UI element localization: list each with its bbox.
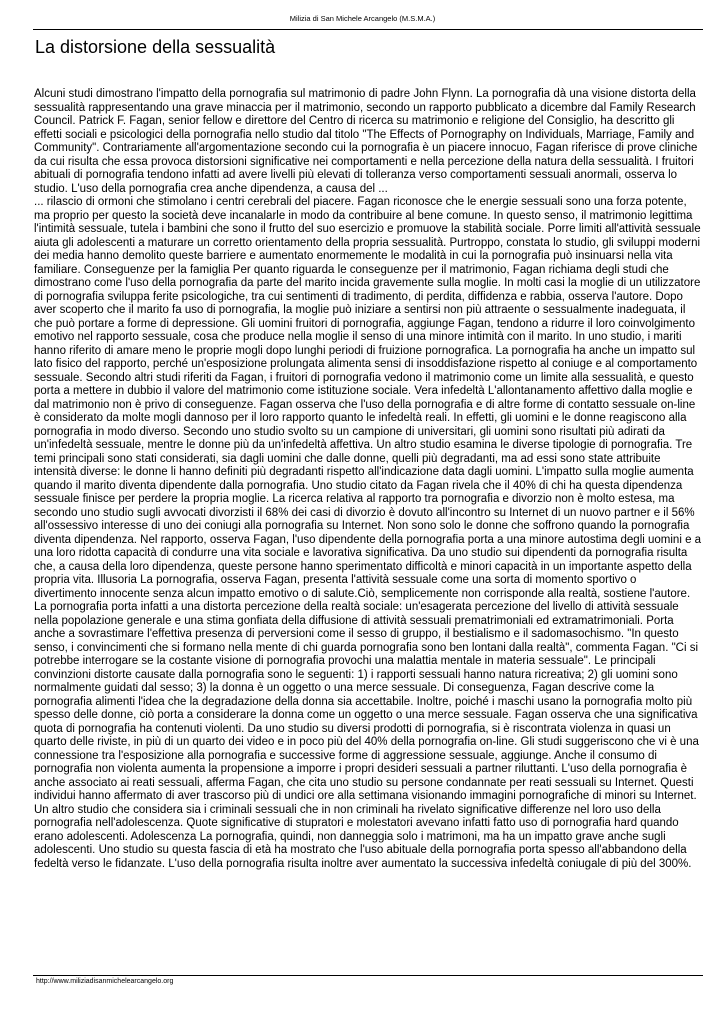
intro-paragraph: Alcuni studi dimostrano l'impatto della pornografia sul matrimonio di padre John Flynn. La pornografia dà una visione distorta della sessualità rappresentando una grave minaccia per il matrimonio, secondo un rapporto pubblicato a dicembre dal Family Research Council. Patrick F. Fagan, senior fellow e direttore del Centro di ricerca su matrimonio e religione del Consiglio, ha descritto gli effetti sociali e psicologici della pornografia nello studio dal titolo "The Effects of Pornography on Individuals, Marriage, Family and Community". Contrariamente all'argomentazione secondo cui la pornografia è un piacere innocuo, Fagan riferisce di prove cliniche da cui risulta che essa provoca distorsioni significative nei comportamenti e nella percezione della natura della sessualità. I fruitori abituali di pornografia tendono infatti ad avere livelli più elevati di tolleranza verso comportamenti sessuali anormali, osserva lo studio. L'uso della pornografia crea anche dipendenza, a causa del ... xyxy=(34,88,698,195)
main-paragraph: ... rilascio di ormoni che stimolano i centri cerebrali del piacere. Fagan riconosce che le energie sessuali sono una forza potente, ma proprio per questo la società deve incanalarle in modo da contribuire al bene comune. In questo senso, il matrimonio legittima l'intimità sessuale, tutela i bambini che sono il frutto del suo esercizio e promuove la stabilità sociale. Porre limiti all'attività sessuale aiuta gli adolescenti a maturare un corretto orientamento della propria sessualità. Purtroppo, constata lo studio, gli sviluppi moderni dei media hanno demolito queste barriere e aumentato enormemente le modalità in cui la pornografia può insinuarsi nella vita familiare. Conseguenze per la famiglia Per quanto riguarda le conseguenze per il matrimonio, Fagan richiama degli studi che dimostrano come l'uso della pornografia da parte del marito incida gravemente sulla moglie. In molti casi la moglie di un utilizzatore di pornografia sviluppa ferite psicologiche, tra cui sentimenti di tradimento, di perdita, diffidenza e rabbia, osserva l'autore. Dopo aver scoperto che il marito fa uso di pornografia, la moglie può iniziare a sentirsi non più attraente o sessualmente inadeguata, il che può portare a forme di depressione. Gli uomini fruitori di pornografia, aggiunge Fagan, tendono a ridurre il loro coinvolgimento emotivo nel rapporto sessuale, cosa che produce nella moglie il senso di una minore intimità con il marito. In uno studio, i mariti hanno riferito di amare meno le proprie mogli dopo lunghi periodi di fruizione pornografica. La pornografia ha anche un impatto sul lato fisico del rapporto, perché un'esposizione prolungata alimenta sensi di insoddisfazione rispetto al coniuge e al comportamento sessuale. Secondo altri studi riferiti da Fagan, i fruitori di pornografia vedono il matrimonio come un limite alla sessualità, e questo porta a mettere in dubbio il valore del matrimonio come istituzione sociale. Vera infedeltà L'allontanamento affettivo dalla moglie e dal matrimonio non è privo di conseguenze. Fagan osserva che l'uso della pornografia e di altre forme di contatto sessuale on-line è considerato da molte mogli dannoso per il loro rapporto quanto le infedeltà reali. In effetti, gli uomini e le donne reagiscono alla pornografia in modo diverso. Secondo uno studio svolto su un campione di universitari, gli uomini sono risultati più adirati da un'infedeltà sessuale, mentre le donne più da un'infedeltà affettiva. Un altro studio esamina le diverse tipologie di pornografia. Tre temi principali sono stati considerati, sia dagli uomini che dalle donne, quelli più degradanti, ma ad essi sono state attribuite intensità diverse: le donne li hanno definiti più degradanti rispetto all'indicazione data dagli uomini. L'impatto sulla moglie aumenta quando il marito diventa dipendente dalla pornografia. Uno studio citato da Fagan rivela che il 40% di chi ha questa dipendenza sessuale finisce per perdere la propria moglie. La ricerca relativa al rapporto tra pornografia e divorzio non è molto estesa, ma secondo uno studio sugli avvocati divorzisti il 68% dei casi di divorzio è dovuto all'incontro su Internet di un nuovo partner e il 56% all'ossessivo interesse di uno dei coniugi alla pornografia su Internet. Non sono solo le donne che soffrono quando la pornografia diventa dipendenza. Nel rapporto, osserva Fagan, l'uso dipendente della pornografia porta a una minore autostima degli uomini e a una loro ridotta capacità di condurre una vita sociale e lavorativa significativa. Da uno studio sui dipendenti da pornografia risulta che, a causa della loro dipendenza, queste persone hanno sperimentato difficoltà e minori capacità in un importante aspetto della propria vita. Illusoria La pornografia, osserva Fagan, presenta l'attività sessuale come una sorta di momento sportivo o divertimento innocente senza alcun impatto emotivo o di salute.Ciò, semplicemente non corrisponde alla realtà, sostiene l'autore. La pornografia porta infatti a una distorta percezione della realtà sociale: un'esagerata percezione del livello di attività sessuale nella popolazione generale e una stima gonfiata della diffusione di attività sessuali prematrimoniali ed extramatrimoniali. Porta anche a sovrastimare l'effettiva presenza di perversioni come il sesso di gruppo, il bestialismo e il sadomasochismo. "In questo senso, i convincimenti che si formano nella mente di chi guarda pornografia sono ben lontani dalla realtà", commenta Fagan. "Ci si potrebbe interrogare se la costante visione di pornografia provochi una malattia mentale in materia sessuale". Le principali convinzioni distorte causate dalla pornografia sono le seguenti: 1) i rapporti sessuali hanno natura ricreativa; 2) gli uomini sono normalmente guidati dal sesso; 3) la donna è un oggetto o una merce sessuale. Di conseguenza, Fagan descrive come la pornografia alimenti l'idea che la degradazione della donna sia accettabile. Inoltre, poiché i maschi usano la pornografia molto più spesso delle donne, ciò porta a considerare la donna come un oggetto o una merce sessuale. Fagan osserva che una significativa quota di pornografia ha contenuti violenti. Da uno studio su diversi prodotti di pornografia, si è riscontrata violenza in quasi un quarto delle riviste, in più di un quarto dei video e in poco più del 40% della pornografia on-line. Gli studi suggeriscono che vi è una connessione tra l'esposizione alla pornografia e successive forme di aggressione sessuale, aggiunge. Anche il consumo di pornografia non violenta aumenta la propensione a imporre i propri desideri sessuali a partner riluttanti. L'uso della pornografia è anche associato ai reati sessuali, afferma Fagan, che cita uno studio su persone condannate per reati sessuali su Internet. Questi individui hanno affermato di aver trascorso più di undici ore alla settimana visionando immagini pornografiche di minori su Internet. Un altro studio che considera sia i criminali sessuali che in non criminali ha rivelato significative differenze nel loro uso della pornografia nell'adolescenza. Quote significative di stupratori e molestatori avevano infatti fatto uso di pornografia hard quando erano adolescenti. Adolescenza La pornografia, quindi, non danneggia solo i matrimoni, ma ha un impatto grave anche sugli adolescenti. Uno studio su questa fascia di età ha mostrato che l'uso abituale della pornografia porta spesso all'abbandono della fedeltà verso le fidanzate. L'uso della pornografia risulta inoltre aver aumentato la successiva infedeltà coniugale di più del 300%. xyxy=(34,196,702,870)
article-body xyxy=(34,88,702,871)
organization-name: Milizia di San Michele Arcangelo (M.S.M.A.) xyxy=(289,14,436,23)
article-title: La distorsione della sessualità xyxy=(35,37,276,57)
page-header xyxy=(0,14,725,24)
footer-url[interactable]: http://www.miliziadisanmichelearcangelo.org xyxy=(36,978,174,985)
footer-rule xyxy=(33,975,703,976)
header-rule xyxy=(33,29,703,30)
